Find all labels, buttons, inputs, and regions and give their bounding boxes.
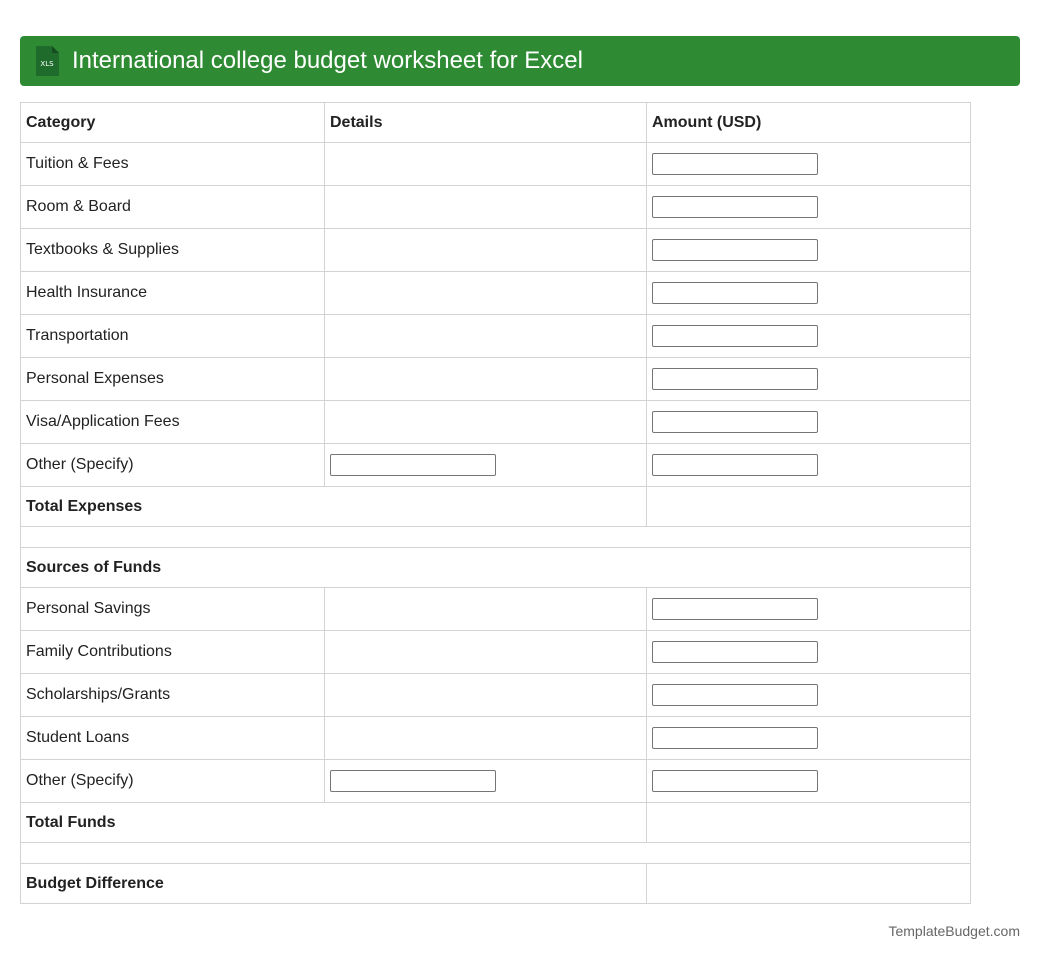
amount-cell (647, 358, 971, 401)
category-label: Visa/Application Fees (21, 401, 325, 444)
amount-input[interactable] (652, 153, 818, 175)
total-expenses-label: Total Expenses (21, 487, 647, 527)
total-funds-value (647, 803, 971, 843)
table-row (21, 358, 971, 401)
details-cell (325, 588, 647, 631)
amount-input[interactable] (652, 727, 818, 749)
amount-input[interactable] (652, 770, 818, 792)
amount-input[interactable] (652, 368, 818, 390)
details-cell (325, 444, 647, 487)
amount-cell (647, 674, 971, 717)
amount-cell (647, 717, 971, 760)
column-header-details: Details (325, 103, 647, 143)
budget-difference-value (647, 864, 971, 904)
details-cell (325, 315, 647, 358)
total-expenses-row (21, 487, 971, 527)
table-row (21, 315, 971, 358)
amount-cell (647, 186, 971, 229)
category-label: Family Contributions (21, 631, 325, 674)
other-source-details-input[interactable] (330, 770, 496, 792)
amount-cell (647, 631, 971, 674)
details-cell (325, 401, 647, 444)
amount-cell (647, 272, 971, 315)
amount-cell (647, 444, 971, 487)
details-cell (325, 674, 647, 717)
amount-cell (647, 401, 971, 444)
amount-input[interactable] (652, 598, 818, 620)
amount-input[interactable] (652, 282, 818, 304)
total-expenses-value (647, 487, 971, 527)
details-cell (325, 186, 647, 229)
table-row (21, 143, 971, 186)
sources-heading: Sources of Funds (21, 548, 971, 588)
budget-difference-row (21, 864, 971, 904)
total-funds-row (21, 803, 971, 843)
amount-cell (647, 229, 971, 272)
column-header-category: Category (21, 103, 325, 143)
details-cell (325, 272, 647, 315)
details-cell (325, 717, 647, 760)
amount-input[interactable] (652, 325, 818, 347)
spacer-cell (21, 527, 971, 548)
table-row (21, 674, 971, 717)
category-label: Room & Board (21, 186, 325, 229)
category-label: Other (Specify) (21, 760, 325, 803)
other-expense-details-input[interactable] (330, 454, 496, 476)
details-cell (325, 358, 647, 401)
spacer-row (21, 843, 971, 864)
category-label: Health Insurance (21, 272, 325, 315)
sources-heading-row (21, 548, 971, 588)
table-row (21, 401, 971, 444)
table-row (21, 229, 971, 272)
amount-cell (647, 315, 971, 358)
budget-difference-label: Budget Difference (21, 864, 647, 904)
details-cell (325, 631, 647, 674)
amount-input[interactable] (652, 641, 818, 663)
amount-cell (647, 143, 971, 186)
footer-brand: TemplateBudget.com (888, 923, 1020, 939)
amount-input[interactable] (652, 239, 818, 261)
category-label: Textbooks & Supplies (21, 229, 325, 272)
budget-table (20, 102, 971, 904)
total-funds-label: Total Funds (21, 803, 647, 843)
page-header (20, 36, 1020, 86)
details-cell (325, 143, 647, 186)
category-label: Personal Expenses (21, 358, 325, 401)
page-title: International college budget worksheet for Excel (72, 47, 583, 74)
table-row (21, 588, 971, 631)
amount-input[interactable] (652, 684, 818, 706)
table-header-row (21, 103, 971, 143)
excel-xls-icon (33, 45, 61, 77)
amount-input[interactable] (652, 196, 818, 218)
details-cell (325, 229, 647, 272)
amount-input[interactable] (652, 454, 818, 476)
table-row (21, 186, 971, 229)
table-row (21, 444, 971, 487)
details-cell (325, 760, 647, 803)
category-label: Student Loans (21, 717, 325, 760)
spacer-row (21, 527, 971, 548)
category-label: Other (Specify) (21, 444, 325, 487)
amount-cell (647, 588, 971, 631)
category-label: Transportation (21, 315, 325, 358)
column-header-amount: Amount (USD) (647, 103, 971, 143)
table-row (21, 631, 971, 674)
spacer-cell (21, 843, 971, 864)
table-row (21, 272, 971, 315)
amount-input[interactable] (652, 411, 818, 433)
category-label: Tuition & Fees (21, 143, 325, 186)
table-row (21, 717, 971, 760)
icon-label: XLS (40, 60, 54, 68)
category-label: Scholarships/Grants (21, 674, 325, 717)
amount-cell (647, 760, 971, 803)
table-row (21, 760, 971, 803)
category-label: Personal Savings (21, 588, 325, 631)
